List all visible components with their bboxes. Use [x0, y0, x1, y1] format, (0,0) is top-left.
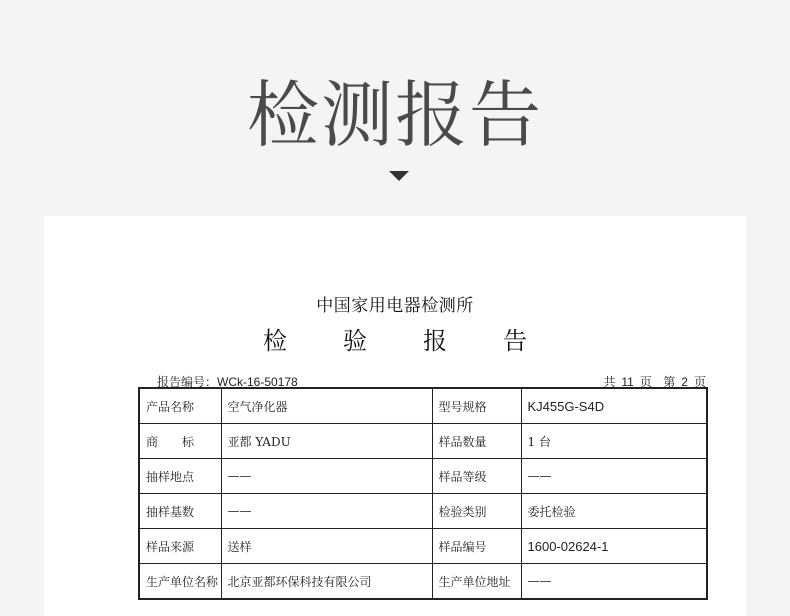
field-value: —— — [521, 564, 707, 600]
field-value: 亚都 YADU — [221, 424, 432, 459]
field-value: 委托检验 — [521, 494, 707, 529]
field-label: 样品来源 — [139, 529, 221, 564]
field-label: 型号规格 — [432, 388, 521, 424]
field-label: 商 标 — [139, 424, 221, 459]
report-document — [44, 216, 746, 616]
field-label: 样品数量 — [432, 424, 521, 459]
page-total-prefix: 共 — [603, 375, 616, 389]
field-value: —— — [221, 494, 432, 529]
field-label: 生产单位地址 — [432, 564, 521, 600]
page-current-prefix: 第 — [663, 375, 676, 389]
heading-char: 报 — [423, 327, 447, 355]
heading-char: 检 — [263, 327, 287, 355]
page-current-suffix: 页 — [693, 375, 706, 389]
field-value: 送样 — [221, 529, 432, 564]
field-label: 样品编号 — [432, 529, 521, 564]
field-label: 抽样地点 — [139, 459, 221, 494]
field-value: 1600-02624-1 — [521, 529, 707, 564]
page-total: 11 — [621, 375, 634, 389]
page-current: 2 — [681, 375, 688, 389]
table-row — [139, 388, 707, 424]
field-value: —— — [221, 459, 432, 494]
chevron-down-icon — [389, 171, 409, 181]
report-number-value: WCk-16-50178 — [217, 375, 298, 389]
table-row — [139, 459, 707, 494]
heading-char: 验 — [343, 327, 367, 355]
report-table — [138, 387, 708, 600]
report-number-label: 报告编号： — [157, 375, 218, 389]
page-title: 检测报告 — [246, 73, 543, 157]
field-label: 生产单位名称 — [139, 564, 221, 600]
table-row — [139, 529, 707, 564]
table-row — [139, 564, 707, 600]
report-heading — [44, 321, 746, 356]
field-value: 北京亚都环保科技有限公司 — [221, 564, 432, 600]
table-row — [139, 494, 707, 529]
table-row — [139, 424, 707, 459]
heading-char: 告 — [503, 327, 527, 355]
field-value: 空气净化器 — [221, 388, 432, 424]
field-label: 检验类别 — [432, 494, 521, 529]
field-value: —— — [521, 459, 707, 494]
field-label: 产品名称 — [139, 388, 221, 424]
field-label: 抽样基数 — [139, 494, 221, 529]
field-value: 1 台 — [521, 424, 707, 459]
field-label: 样品等级 — [432, 459, 521, 494]
field-value: KJ455G-S4D — [521, 388, 707, 424]
institute-name: 中国家用电器检测所 — [316, 296, 474, 316]
page-total-suffix: 页 — [639, 375, 652, 389]
